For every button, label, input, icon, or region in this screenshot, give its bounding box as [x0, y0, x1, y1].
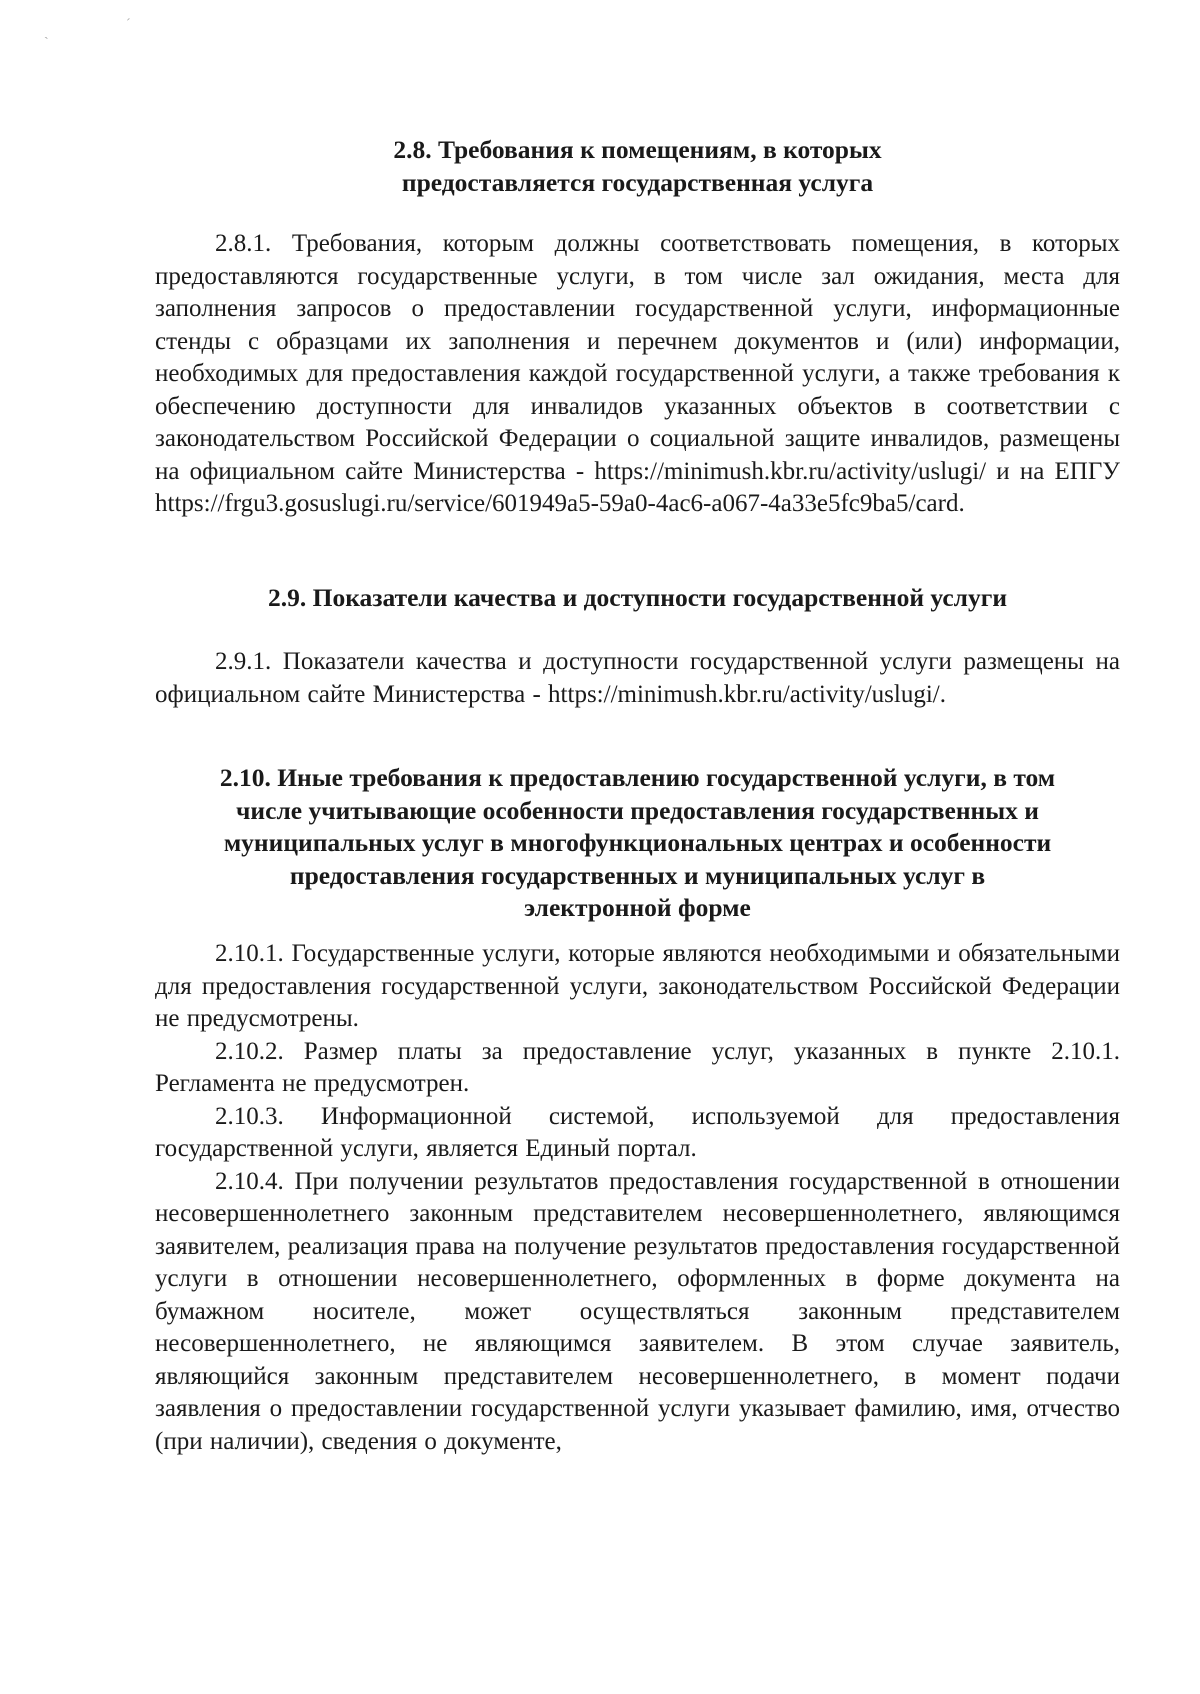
- paragraph-2-8-1: 2.8.1. Требования, которым должны соответствовать помещения, в которых предоставляются государственные услуги, в том числе зал ожидания, места для заполнения запросов о предоставлении государственной услуги, информационные стенды с образцами их заполнения и перечнем документов и (или) информации, необходимых для предоставления каждой государственной услуги, а также требования к обеспечению доступности для инвалидов указанных объектов в соответствии с законодательством Российской Федерации о социальной защите инвалидов, размещены на официальном сайте Министерства - https://minimush.kbr.ru/activity/uslugi/ и на ЕПГУ https://frgu3.gosuslugi.ru/service/601949a5-59a0-4ac6-a067-4a33e5fc9ba5/card.: [155, 230, 1120, 517]
- paragraph-2-10-3: 2.10.3. Информационной системой, используемой для предоставления государственной услуги, является Единый портал.: [155, 1102, 1120, 1162]
- section-2-10-body: [155, 938, 1120, 1458]
- paragraph-2-10-2: 2.10.2. Размер платы за предоставление услуг, указанных в пункте 2.10.1. Регламента не предусмотрен.: [155, 1037, 1120, 1097]
- section-heading-2-9: 2.9. Показатели качества и доступности государственной услуги: [267, 583, 1008, 612]
- paragraph-2-10-4: 2.10.4. При получении результатов предоставления государственной в отношении несовершеннолетнего законным представителем несовершеннолетнего, являющимся заявителем, реализация права на получение результатов предоставления государственной услуги в отношении несовершеннолетнего, оформленных в форме документа на бумажном носителе, может осуществляться законным представителем несовершеннолетнего, не являющимся заявителем. В этом случае заявитель, являющийся законным представителем несовершеннолетнего, в момент подачи заявления о предоставлении государственной услуги указывает фамилию, имя, отчество (при наличии), сведения о документе,: [155, 1167, 1120, 1455]
- section-heading-2-8: 2.8. Требования к помещениям, в которых предоставляется государственная услуга: [393, 135, 882, 197]
- section-2-8-body: [155, 228, 1120, 521]
- section-heading-2-10: 2.10. Иные требования к предоставлению государственной услуги, в том числе учитывающие особенности предоставления государственных и муниципальных услуг в многофункциональных центрах и особенности предоставления государственных и муниципальных услуг в электронной форме: [219, 763, 1056, 922]
- paragraph-2-10-1: 2.10.1. Государственные услуги, которые являются необходимыми и обязательными для предоставления государственной услуги, законодательством Российской Федерации не предусмотрены.: [155, 940, 1120, 1032]
- paragraph-2-9-1: 2.9.1. Показатели качества и доступности государственной услуги размещены на официальном сайте Министерства - https://minimush.kbr.ru/activity/uslugi/.: [155, 648, 1120, 708]
- scan-speck: ˊ: [126, 17, 131, 32]
- scan-speck: ˎ: [44, 25, 49, 40]
- section-2-9-body: [155, 646, 1120, 711]
